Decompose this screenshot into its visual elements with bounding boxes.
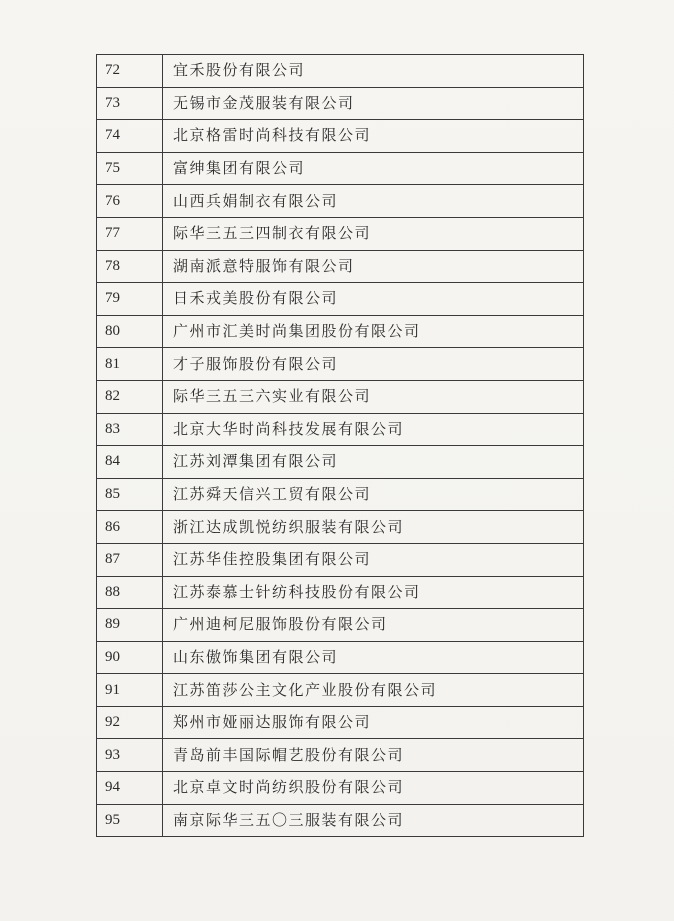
table-row — [97, 478, 584, 511]
row-number: 86 — [97, 511, 163, 544]
company-name: 北京格雷时尚科技有限公司 — [163, 120, 584, 153]
company-name: 山西兵娟制衣有限公司 — [163, 185, 584, 218]
company-name: 富绅集团有限公司 — [163, 152, 584, 185]
table-row — [97, 446, 584, 479]
table-row — [97, 739, 584, 772]
company-name: 江苏华佳控股集团有限公司 — [163, 543, 584, 576]
row-number: 80 — [97, 315, 163, 348]
table-row — [97, 55, 584, 88]
table-row — [97, 315, 584, 348]
table-row — [97, 609, 584, 642]
company-name: 宜禾股份有限公司 — [163, 55, 584, 88]
company-name: 北京大华时尚科技发展有限公司 — [163, 413, 584, 446]
row-number: 73 — [97, 87, 163, 120]
table-row — [97, 543, 584, 576]
company-name: 江苏刘潭集团有限公司 — [163, 446, 584, 479]
row-number: 91 — [97, 674, 163, 707]
row-number: 72 — [97, 55, 163, 88]
row-number: 81 — [97, 348, 163, 381]
row-number: 85 — [97, 478, 163, 511]
table-row — [97, 413, 584, 446]
table-row — [97, 250, 584, 283]
table-row — [97, 511, 584, 544]
table-row — [97, 804, 584, 837]
row-number: 82 — [97, 380, 163, 413]
row-number: 95 — [97, 804, 163, 837]
company-name: 广州迪柯尼服饰股份有限公司 — [163, 609, 584, 642]
company-name: 才子服饰股份有限公司 — [163, 348, 584, 381]
table-row — [97, 674, 584, 707]
table-row — [97, 87, 584, 120]
table-row — [97, 152, 584, 185]
table-row — [97, 185, 584, 218]
row-number: 77 — [97, 217, 163, 250]
company-name: 浙江达成凯悦纺织服装有限公司 — [163, 511, 584, 544]
company-name: 江苏泰慕士针纺科技股份有限公司 — [163, 576, 584, 609]
company-name: 青岛前丰国际帽艺股份有限公司 — [163, 739, 584, 772]
table-row — [97, 217, 584, 250]
table-row — [97, 706, 584, 739]
company-name: 江苏笛莎公主文化产业股份有限公司 — [163, 674, 584, 707]
company-name: 南京际华三五〇三服装有限公司 — [163, 804, 584, 837]
company-name: 山东傲饰集团有限公司 — [163, 641, 584, 674]
table-row — [97, 576, 584, 609]
table-row — [97, 120, 584, 153]
company-name: 广州市汇美时尚集团股份有限公司 — [163, 315, 584, 348]
row-number: 94 — [97, 772, 163, 805]
company-name: 无锡市金茂服装有限公司 — [163, 87, 584, 120]
row-number: 78 — [97, 250, 163, 283]
table-row — [97, 641, 584, 674]
company-name: 江苏舜天信兴工贸有限公司 — [163, 478, 584, 511]
company-name: 日禾戎美股份有限公司 — [163, 283, 584, 316]
row-number: 76 — [97, 185, 163, 218]
company-name: 北京卓文时尚纺织股份有限公司 — [163, 772, 584, 805]
company-name: 际华三五三六实业有限公司 — [163, 380, 584, 413]
table-body — [97, 55, 584, 837]
company-name: 湖南派意特服饰有限公司 — [163, 250, 584, 283]
table-row — [97, 772, 584, 805]
table-row — [97, 283, 584, 316]
table-row — [97, 348, 584, 381]
row-number: 93 — [97, 739, 163, 772]
row-number: 88 — [97, 576, 163, 609]
row-number: 75 — [97, 152, 163, 185]
row-number: 83 — [97, 413, 163, 446]
company-table — [96, 54, 584, 837]
row-number: 87 — [97, 543, 163, 576]
row-number: 74 — [97, 120, 163, 153]
row-number: 90 — [97, 641, 163, 674]
company-name: 郑州市娅丽达服饰有限公司 — [163, 706, 584, 739]
row-number: 92 — [97, 706, 163, 739]
row-number: 84 — [97, 446, 163, 479]
row-number: 89 — [97, 609, 163, 642]
row-number: 79 — [97, 283, 163, 316]
table-row — [97, 380, 584, 413]
company-name: 际华三五三四制衣有限公司 — [163, 217, 584, 250]
